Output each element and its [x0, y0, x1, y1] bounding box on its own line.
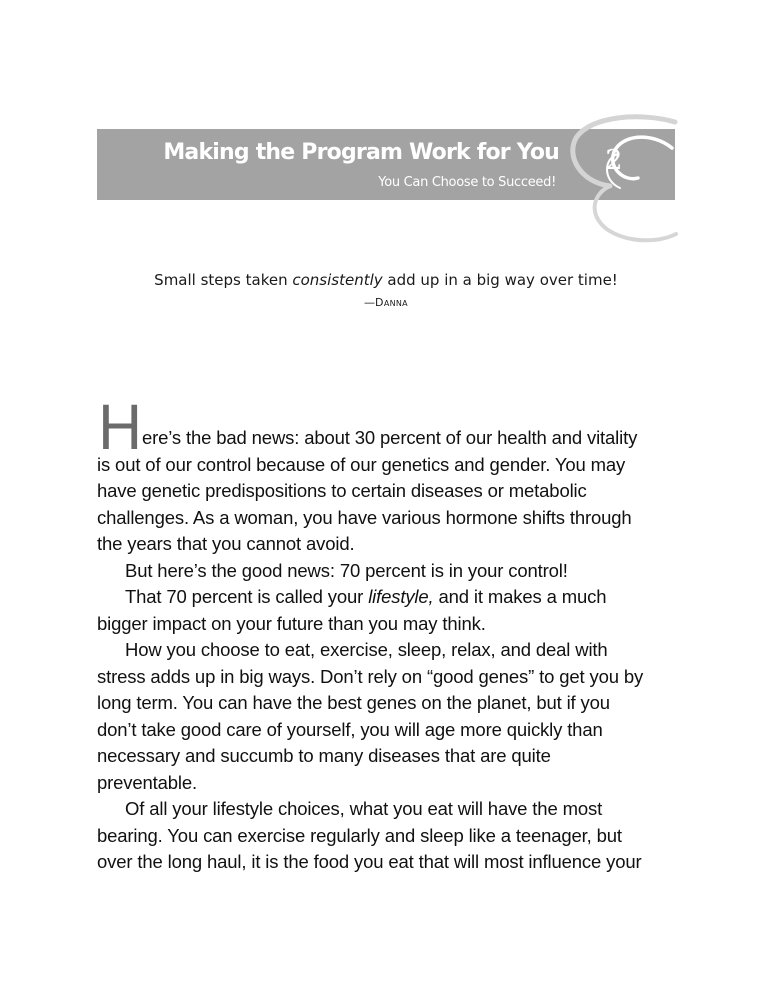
- chapter-swirl-ornament: [560, 108, 680, 248]
- body-line: bigger impact on your future than you may think.: [97, 612, 486, 634]
- body-line: Of all your lifestyle choices, what you eat will have the most: [125, 798, 603, 819]
- body-line: over the long haul, it is the food you eat that will most influence your: [97, 851, 642, 872]
- attribution-author: Danna: [375, 296, 408, 309]
- body-line: have genetic predispositions to certain diseases or metabolic: [97, 480, 587, 501]
- body-line: the years that you cannot avoid.: [97, 533, 355, 554]
- epigraph-emphasis: consistently: [292, 271, 383, 289]
- chapter-title: Making the Program Work for You: [163, 140, 559, 165]
- epigraph-attribution: [97, 296, 675, 310]
- p3-before: That 70 percent is called your: [125, 586, 369, 607]
- body-line: is out of our control because of our genetics and gender. You may: [97, 453, 626, 475]
- drop-cap: H: [98, 391, 143, 463]
- body-line: don’t take good care of yourself, you will age more quickly than: [97, 718, 603, 740]
- epigraph-text-after: add up in a big way over time!: [382, 271, 618, 289]
- body-text: [97, 425, 677, 876]
- epigraph-text-before: Small steps taken: [154, 271, 293, 289]
- chapter-number: 2: [605, 145, 623, 176]
- body-line: But here’s the good news: 70 percent is in your control!: [125, 559, 568, 581]
- chapter-subtitle: You Can Choose to Succeed!: [378, 175, 556, 190]
- body-line: How you choose to eat, exercise, sleep, relax, and deal with: [125, 639, 608, 660]
- epigraph-quote: [97, 270, 675, 290]
- attribution-dash: —: [364, 296, 376, 309]
- body-line: challenges. As a woman, you have various hormone shifts through: [97, 506, 632, 528]
- body-line: preventable.: [97, 771, 198, 793]
- body-line: [97, 584, 677, 611]
- body-first-line: ere’s the bad news: about 30 percent of our health and vitality: [142, 427, 638, 448]
- body-line: bearing. You can exercise regularly and sleep like a teenager, but: [97, 824, 622, 846]
- p3-after: and it makes a much: [433, 586, 607, 607]
- body-line: stress adds up in big ways. Don’t rely on “good genes” to get you by: [97, 665, 644, 687]
- body-line: necessary and succumb to many diseases that are quite: [97, 745, 551, 766]
- body-line: long term. You can have the best genes on the planet, but if you: [97, 692, 610, 713]
- p3-emphasis: lifestyle,: [368, 586, 434, 607]
